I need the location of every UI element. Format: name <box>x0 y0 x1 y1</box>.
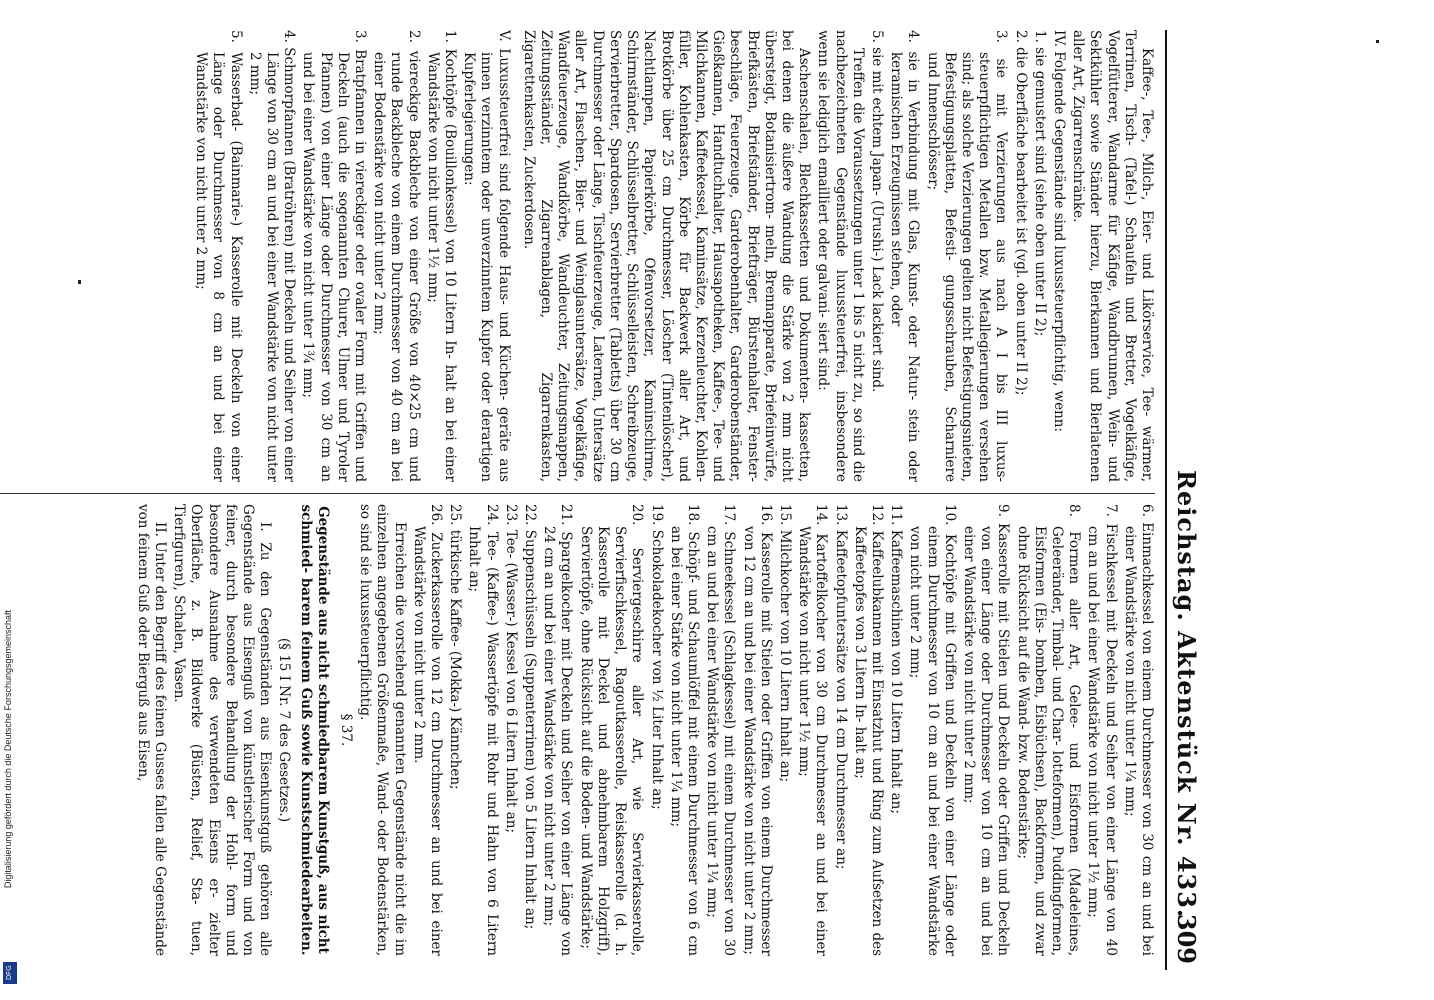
list-item: 7. Fischkessel mit Deckeln und Seiher von einer Länge von 40 cm an und bei einer Wandstärke von nicht unter 1½ mm; <box>1085 504 1119 956</box>
paragraph: Erreichen die vorstehend genannten Gegenstände nicht die im einzelnen angegebenen Größenmaße, Wand- oder Bodenstärken, so sind sie luxussteuerpflichtig. <box>357 504 408 956</box>
list-item: 23. Tee- (Wasser-) Kessel von 6 Litern Inhalt an; <box>502 504 519 834</box>
list-item: 2. viereckige Backbleche von einer Größe von 40×25 cm und runde Backbleche von einem Durchmesser von 40 cm an bei einer Bodenstärke von nicht unter 2 mm; <box>371 30 422 482</box>
funding-note <box>0 610 24 990</box>
section-marker: § 37. <box>338 713 355 747</box>
scan-speck <box>78 280 81 284</box>
scan-speck <box>1376 40 1379 43</box>
list-item: V. Luxussteuerfrei sind folgende Haus- und Küchen- geräte aus innen verzinntem oder unverzinntem Kupfer oder derartigen Kupferlegierungen: <box>461 30 512 482</box>
list-item: 9. Kasserolle mit Stielen und Deckeln oder Griffen und Deckeln von einer Länge oder Durchmesser von 10 cm an und bei einer Wandstärke von nicht unter 2 mm; <box>960 504 1012 956</box>
dfg-logo: DFG <box>3 962 17 984</box>
list-item: 18. Schöpf- und Schaumlöffel mit einem Durchmesser von 6 cm an bei einer Stärke von nicht unter 1¼ mm; <box>667 504 701 956</box>
paragraph: II. Unter den Begriff des feinen Gusses fallen alle Gegenstände von feinem Guß oder Bierguß aus Eisen, <box>134 504 169 956</box>
list-item: 15. Milchkocher von 10 Litern Inhalt an; <box>776 504 793 783</box>
list-item: 4. Schmorpfannen (Bratröhren) mit Deckeln und Seiher von einer Länge von 30 cm an und bei einer Wandstärke von nicht unter 2 mm; <box>246 30 298 482</box>
text-columns <box>0 30 1155 970</box>
section-marker: (§ 15 I Nr. 7 des Gesetzes.) <box>276 637 293 823</box>
list-item: 3. Bratpfannen in viereckiger oder ovaler Form mit Griffen und Deckeln (auch die sogenannten Churer, Ulmer und Tyroler Pfannen) von einer Länge oder Durchmesser von 30 cm an und bei einer Wandstärke von nicht unter 1¾ mm; <box>300 30 369 482</box>
list-item: 4. sie in Verbindung mit Glas, Kunst- oder Natur- stein oder keramischen Erzeugnissen stehen, oder <box>888 30 922 482</box>
list-item: 8. Formen aller Art, Gelee- und Eisformen (Madeleines, Geleeränder, Timbal- und Char- lotteformen), Puddingformen, Eisformen (Eis- bomben, Eisbüchsen), Backformen, und zwar ohne Rücksicht auf die Wand- bzw. Bodenstärke; <box>1014 504 1083 956</box>
left-column <box>0 30 1155 482</box>
list-item: 19. Schokoladekocher von ½ Liter Inhalt an; <box>648 504 665 810</box>
list-item: 1. Kochtöpfe (Bouillonkessel) von 10 Litern In- halt an bei einer Wandstärke von nicht unter 1½ mm; <box>424 30 459 482</box>
page-header <box>1165 30 1207 970</box>
list-item: 21. Spargelkocher mit Deckeln und Seiher von einer Länge von 24 cm an und bei einer Wandstärke von nicht unter 2 mm; <box>541 504 575 956</box>
list-item: 3. sie mit Verzierungen aus nach A I bis III luxus- steuerpflichtigen Metallen bzw. Metallegierungen versehen sind; als solche Verzierungen gelten nicht Befestigungsnieten, Befestigungsplatten, Befesti- gungsschrauben, Scharniere und Innenschlösser; <box>924 30 1010 482</box>
funding-note-text: Digitalisierung gefördert durch die Deutsche Forschungsgemeinschaft <box>3 610 13 889</box>
list-item: 5. sie mit echtem Japan- (Urushi-) Lack lackiert sind. <box>868 30 885 393</box>
page-title: Reichstag. Aktenstück Nr. 433. <box>1172 470 1201 919</box>
paragraph: Treffen die Voraussetzungen unter 1 bis 5 nicht zu, so sind die nachbezeichneten Gegenstände luxussteuerfrei, insbesondere wenn sie lediglich emailliert oder galvani- siert sind: <box>815 30 866 482</box>
document-page <box>0 30 1207 970</box>
list-item: 12. Kaffeelubkannen mit Einsatzhut und Ring zum Aufsetzen des Kaffeetopfes von 3 Litern In- halt an; <box>851 504 885 956</box>
list-item: 24. Tee- (Kaffee-) Wassertöpfe mit Rohr und Hahn von 6 Litern Inhalt an; <box>466 504 500 956</box>
list-item: 14. Kartoffelkocher von 30 cm Durchmesser an und bei einer Wandstärke von nicht unter 1½ mm; <box>796 504 830 956</box>
list-item: IV. Folgende Gegenstände sind luxussteuerpflichtig, wenn: <box>1050 30 1067 433</box>
column-divider <box>0 493 1155 494</box>
list-item: 20. Serviergeschirre aller Art, wie Servierkasserolle, Servierfischkessel, Ragoutkasserolle, Reiskasserolle (d. h. Kasserolle mit Deckel und abnehmbarem Holzgriff), Serviertöpfe, ohne Rücksicht auf die Boden- und Wandstärke; <box>577 504 646 956</box>
list-item: 6. Einmachkessel von einem Durchmesser von 30 cm an und bei einer Wandstärke von nicht unter 1¼ mm; <box>1121 504 1155 956</box>
list-item: 25. türkische Kaffee- (Mokka-) Kännchen; <box>447 504 464 790</box>
paragraph-spacer <box>512 30 518 482</box>
section-heading: Gegenstände aus nicht schmiedbarem Kunstguß, aus nicht schmied- barem feinem Guß sowie Kunstschmiedearbeiten. <box>297 504 331 956</box>
list-item: 22. Suppenschüsseln (Suppenterrinen) von 5 Litern Inhalt an; <box>522 504 539 930</box>
list-item: 17. Schneekessel (Schlagkessel) mit einem Durchmesser von 30 cm an und bei einer Wandstärke von nicht unter 1¼ mm; <box>704 504 738 956</box>
list-item: 13. Kaffeetopfuntersätze von 14 cm Durchmesser an; <box>832 504 849 870</box>
paragraph: Kaffee-, Tee-, Milch-, Eier- und Likörservice, Tee- wärmer, Terrinen, Tisch- (Tafel-) Schaufeln und Bretter, Vogelkäfige, Vogelfütterer, Wandarme für Käfige, Wandbrunnen, Wein- und Sektkühler sowie Ständer hierzu, Bierkannen und Bierlatenen aller Art, Zigarrenschränke. <box>1070 30 1155 482</box>
list-item: 26. Zuckerkasserolle von 12 cm Durchmesser an und bei einer Wandstärke von nicht unter 2 mm. <box>410 504 445 956</box>
paragraph: Aschenschalen, Blechkassetten und Dokumenten- kassetten, bei denen die äußere Wandung die Stärke von 2 mm nicht übersteigt, Botanisiertrom- meln, Brennapparate, Briefeinwürfe, Briefkästen, Briefständer, Briefträger, Bürstenhalter, Fenster- beschläge, Feuerzeuge, Garderobenhalter, Garderobenständer, Gießkannen, Handtuchhalter, Hausapotheken, Kaffee-, Tee- und Milchkannen, Kaffeekessel, Kaminsätze, Kerzenleuchter, Kohlen- füller, Kohlenkasten, Körbe für Backwerk aller Art, und Brotkörbe über 25 cm Durchmesser, Löscher (Tintenlöscher), Nachtlampen, Papierkörbe, Ofenvorsetzer, Kaminschirme, Schirmständer, Schlüsselbretter, Schlüsselleisten, Schreibzeuge, Servierbretter, Spardosen, Servierbretter (Tabletts) über 30 cm Durchmesser oder Länge, Tischfeuerzeuge, Laternen, Untersätze aller Art, Flaschen-, Bier- und Weinglasuntersätze, Vogelkäfige, Wandfeuerzeuge, Wandkörbe, Wandleuchter, Zeitungsmappen, Zeitungsständer, Zigarrenablagen, Zigarrenkasten, Zigarettenkasten, Zuckerdosen. <box>520 30 813 482</box>
list-item: 5. Wasserbad- (Bainmarie-) Kasserolle mit Deckeln von einer Länge oder Durchmesser von 8 cm an und bei einer Wandstärke von nicht unter 2 mm; <box>193 30 244 482</box>
list-item: 11. Kaffeemaschinen von 10 Litern Inhalt an; <box>888 504 905 814</box>
list-item: 2. die Oberfläche bearbeitet ist (vgl. oben unter II 2); <box>1012 30 1029 396</box>
list-item: 16. Kasserolle mit Stielen oder Griffen von einem Durchmesser von 12 cm an und bei einer Wandstärke von nicht unter 2 mm; <box>740 504 774 956</box>
right-column <box>0 504 1155 956</box>
list-item: 10. Kochtöpfe mit Griffen und Deckeln von einer Länge oder einem Durchmesser von 10 cm an und bei einer Wandstärke von nicht unter 2 mm; <box>907 504 958 956</box>
paragraph: I. Zu den Gegenständen aus Eisenkunstguß gehören alle Gegenstände aus Eisenguß von künstlerischer Form und von feiner, durch besondere Behandlung der Hohl- form und besondere Ausnahme des verwendeten Eisens er- zielter Oberfläche, z. B. Bildwerke (Büsten, Relief, Sta- tuen, Tierfiguren), Schalen, Vasen. <box>171 504 274 956</box>
list-item: 1. sie gemustert sind (siehe oben unter II 2); <box>1031 30 1048 337</box>
page-number: 309 <box>1172 913 1201 964</box>
